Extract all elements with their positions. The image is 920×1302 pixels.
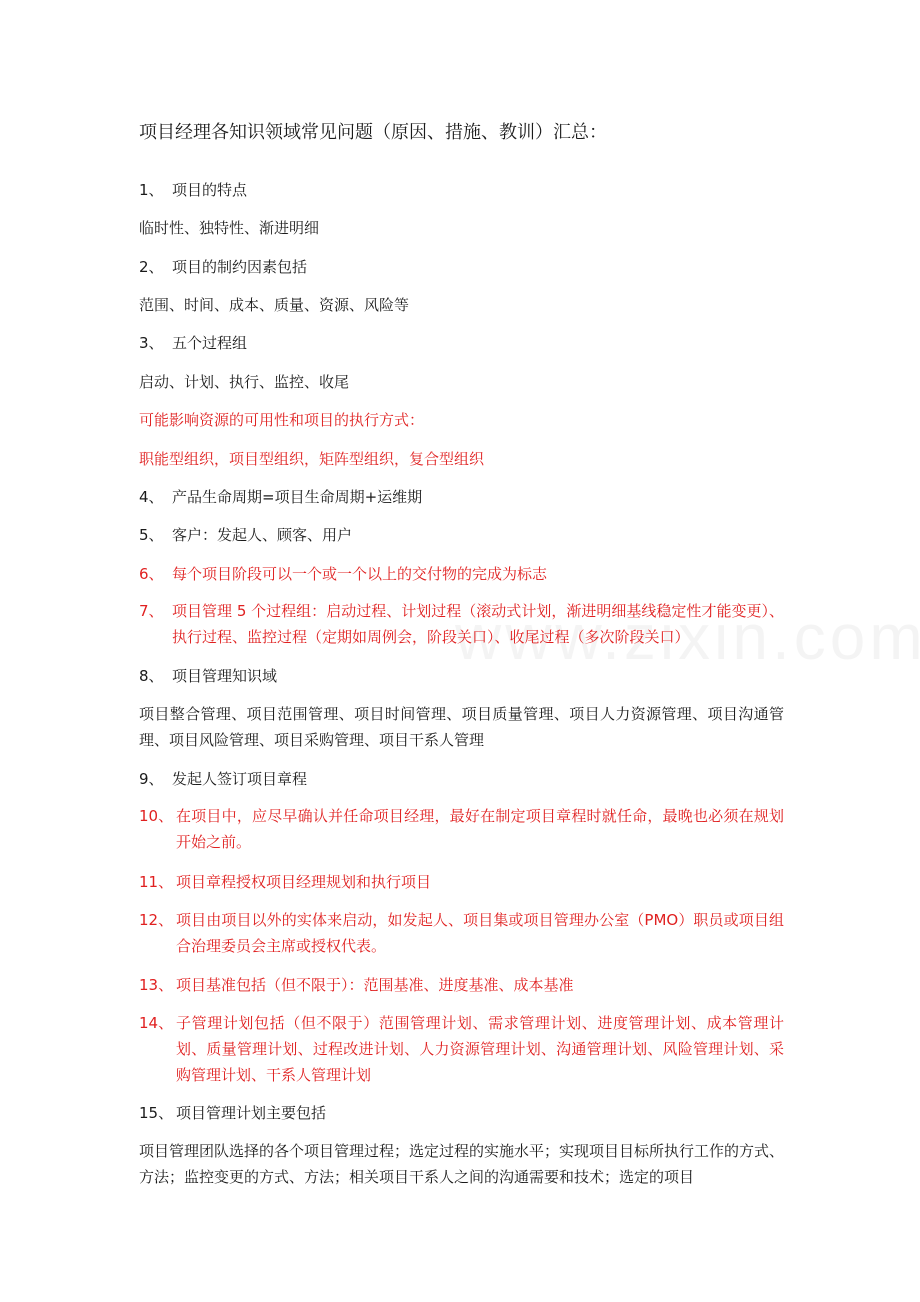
item-text: 五个过程组 xyxy=(172,334,248,352)
item-text: 项目章程授权项目经理规划和执行项目 xyxy=(176,873,432,891)
paragraph: 启动、计划、执行、监控、收尾 xyxy=(139,373,350,391)
highlight-line: 可能影响资源的可用性和项目的执行方式： xyxy=(139,411,425,429)
list-item-5 xyxy=(139,523,784,547)
item-number: 15、 xyxy=(139,1104,174,1122)
item-number: 6、 xyxy=(139,565,164,583)
list-item-6 xyxy=(139,562,784,586)
item-number: 12、 xyxy=(139,911,174,929)
list-item-9 xyxy=(139,767,784,791)
item-text: 项目基准包括（但不限于）：范围基准、进度基准、成本基准 xyxy=(176,976,574,994)
item-number: 8、 xyxy=(139,667,164,685)
item-number: 5、 xyxy=(139,526,164,544)
item-text: 每个项目阶段可以一个或一个以上的交付物的完成为标志 xyxy=(172,565,548,583)
item-number: 1、 xyxy=(139,181,164,199)
paragraph: 项目整合管理、项目范围管理、项目时间管理、项目质量管理、项目人力资源管理、项目沟通管理、项目风险管理、项目采购管理、项目干系人管理 xyxy=(139,705,784,749)
list-item-1 xyxy=(139,178,784,202)
item-text: 客户：发起人、顾客、用户 xyxy=(172,526,353,544)
paragraph: 临时性、独特性、渐进明细 xyxy=(139,219,320,237)
item-number: 10、 xyxy=(139,807,174,825)
item-text: 项目管理计划主要包括 xyxy=(176,1104,327,1122)
item-text: 项目管理 5 个过程组：启动过程、计划过程（滚动式计划，渐进明细基线稳定性才能变更）、执行过程、监控过程（定期如周例会，阶段关口）、收尾过程（多次阶段关口） xyxy=(172,602,784,646)
list-item-14 xyxy=(139,1010,784,1088)
item-number: 2、 xyxy=(139,258,164,276)
document-title: 项目经理各知识领域常见问题（原因、措施、教训）汇总： xyxy=(139,122,607,143)
item-text: 在项目中，应尽早确认并任命项目经理，最好在制定项目章程时就任命，最晚也必须在规划开始之前。 xyxy=(176,807,784,851)
item-text: 发起人签订项目章程 xyxy=(172,770,308,788)
item-text: 子管理计划包括（但不限于）范围管理计划、需求管理计划、进度管理计划、成本管理计划、质量管理计划、过程改进计划、人力资源管理计划、沟通管理计划、风险管理计划、采购管理计划、干系人管理计划 xyxy=(176,1014,784,1084)
list-item-3 xyxy=(139,331,784,355)
list-item-11 xyxy=(139,870,784,894)
item-text: 项目管理知识域 xyxy=(172,667,278,685)
item-text: 项目的制约因素包括 xyxy=(172,258,308,276)
item-number: 4、 xyxy=(139,488,164,506)
list-item-13 xyxy=(139,973,784,997)
list-item-2 xyxy=(139,255,784,279)
list-item-8 xyxy=(139,664,784,688)
paragraph: 范围、时间、成本、质量、资源、风险等 xyxy=(139,296,410,314)
list-item-7 xyxy=(139,598,784,650)
list-item-12 xyxy=(139,907,784,959)
item-text: 项目的特点 xyxy=(172,181,248,199)
list-item-15 xyxy=(139,1101,784,1125)
item-text: 产品生命周期=项目生命周期+运维期 xyxy=(172,488,423,506)
item-number: 3、 xyxy=(139,334,164,352)
item-number: 9、 xyxy=(139,770,164,788)
item-number: 14、 xyxy=(139,1014,174,1032)
list-item-4 xyxy=(139,485,784,509)
item-number: 13、 xyxy=(139,976,174,994)
paragraph: 项目管理团队选择的各个项目管理过程；选定过程的实施水平；实现项目目标所执行工作的方式、方法；监控变更的方式、方法；相关项目干系人之间的沟通需要和技术；选定的项目 xyxy=(139,1142,785,1186)
list-item-10 xyxy=(139,803,784,855)
item-text: 项目由项目以外的实体来启动，如发起人、项目集或项目管理办公室（PMO）职员或项目组合治理委员会主席或授权代表。 xyxy=(176,911,784,955)
item-number: 11、 xyxy=(139,873,174,891)
highlight-line: 职能型组织，项目型组织，矩阵型组织，复合型组织 xyxy=(139,450,485,468)
item-number: 7、 xyxy=(139,602,164,620)
